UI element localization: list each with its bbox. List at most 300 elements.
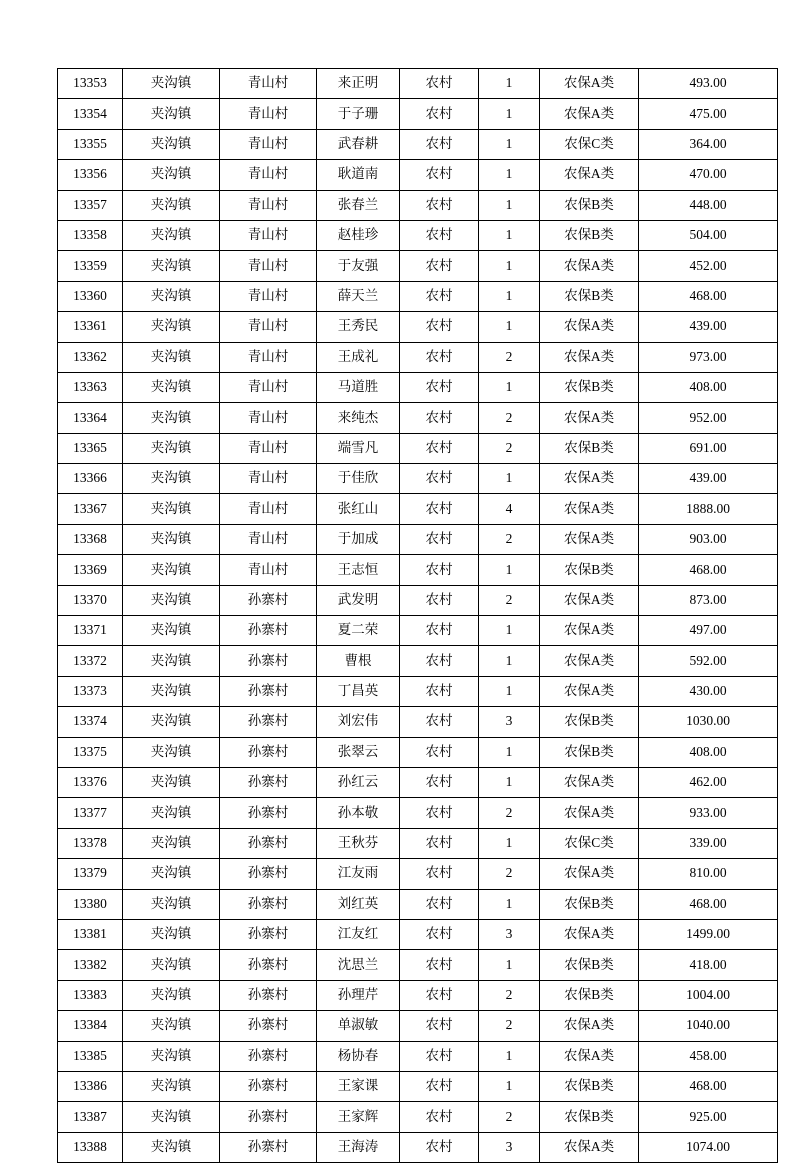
cell-amount: 1030.00 — [639, 707, 778, 737]
cell-amount: 462.00 — [639, 767, 778, 797]
cell-name: 丁昌英 — [317, 676, 400, 706]
cell-id: 13353 — [58, 69, 123, 99]
cell-id: 13357 — [58, 190, 123, 220]
cell-household-type: 农村 — [400, 950, 479, 980]
cell-person-count: 1 — [479, 767, 540, 797]
cell-village: 青山村 — [220, 403, 317, 433]
table-row — [58, 99, 778, 129]
cell-village: 孙寨村 — [220, 616, 317, 646]
cell-id: 13363 — [58, 372, 123, 402]
table-row — [58, 859, 778, 889]
cell-name: 孙红云 — [317, 767, 400, 797]
cell-amount: 475.00 — [639, 99, 778, 129]
cell-household-type: 农村 — [400, 524, 479, 554]
cell-insurance-class: 农保A类 — [540, 1011, 639, 1041]
cell-amount: 1040.00 — [639, 1011, 778, 1041]
cell-village: 青山村 — [220, 342, 317, 372]
cell-person-count: 2 — [479, 524, 540, 554]
table-row — [58, 1071, 778, 1101]
cell-person-count: 2 — [479, 859, 540, 889]
cell-village: 青山村 — [220, 190, 317, 220]
cell-town: 夹沟镇 — [123, 1132, 220, 1162]
cell-id: 13367 — [58, 494, 123, 524]
cell-amount: 925.00 — [639, 1102, 778, 1132]
cell-town: 夹沟镇 — [123, 889, 220, 919]
cell-name: 于子珊 — [317, 99, 400, 129]
cell-amount: 1004.00 — [639, 980, 778, 1010]
cell-household-type: 农村 — [400, 1011, 479, 1041]
cell-town: 夹沟镇 — [123, 950, 220, 980]
cell-person-count: 1 — [479, 160, 540, 190]
cell-name: 薛天兰 — [317, 281, 400, 311]
cell-village: 青山村 — [220, 372, 317, 402]
cell-amount: 504.00 — [639, 220, 778, 250]
table-row — [58, 494, 778, 524]
table-row — [58, 251, 778, 281]
cell-insurance-class: 农保A类 — [540, 160, 639, 190]
table-row — [58, 646, 778, 676]
cell-id: 13382 — [58, 950, 123, 980]
table-row — [58, 1102, 778, 1132]
cell-insurance-class: 农保B类 — [540, 220, 639, 250]
cell-person-count: 3 — [479, 707, 540, 737]
table-row — [58, 767, 778, 797]
cell-village: 孙寨村 — [220, 1011, 317, 1041]
cell-person-count: 2 — [479, 342, 540, 372]
cell-town: 夹沟镇 — [123, 555, 220, 585]
cell-insurance-class: 农保B类 — [540, 372, 639, 402]
cell-village: 青山村 — [220, 251, 317, 281]
cell-id: 13354 — [58, 99, 123, 129]
cell-person-count: 2 — [479, 585, 540, 615]
cell-amount: 439.00 — [639, 312, 778, 342]
cell-town: 夹沟镇 — [123, 464, 220, 494]
cell-household-type: 农村 — [400, 464, 479, 494]
cell-household-type: 农村 — [400, 342, 479, 372]
cell-insurance-class: 农保A类 — [540, 919, 639, 949]
cell-name: 孙本敬 — [317, 798, 400, 828]
cell-town: 夹沟镇 — [123, 342, 220, 372]
cell-household-type: 农村 — [400, 859, 479, 889]
cell-person-count: 1 — [479, 281, 540, 311]
cell-amount: 470.00 — [639, 160, 778, 190]
cell-insurance-class: 农保A类 — [540, 1041, 639, 1071]
cell-household-type: 农村 — [400, 798, 479, 828]
cell-id: 13379 — [58, 859, 123, 889]
cell-name: 来正明 — [317, 69, 400, 99]
table-row — [58, 312, 778, 342]
cell-id: 13355 — [58, 129, 123, 159]
table-row — [58, 129, 778, 159]
cell-id: 13377 — [58, 798, 123, 828]
cell-town: 夹沟镇 — [123, 676, 220, 706]
cell-insurance-class: 农保A类 — [540, 798, 639, 828]
cell-amount: 458.00 — [639, 1041, 778, 1071]
table-row — [58, 828, 778, 858]
cell-name: 王志恒 — [317, 555, 400, 585]
cell-village: 孙寨村 — [220, 980, 317, 1010]
cell-village: 青山村 — [220, 69, 317, 99]
cell-name: 王家课 — [317, 1071, 400, 1101]
cell-amount: 810.00 — [639, 859, 778, 889]
cell-town: 夹沟镇 — [123, 220, 220, 250]
cell-name: 刘红英 — [317, 889, 400, 919]
cell-village: 青山村 — [220, 555, 317, 585]
cell-village: 孙寨村 — [220, 1102, 317, 1132]
table-row — [58, 433, 778, 463]
cell-id: 13356 — [58, 160, 123, 190]
cell-insurance-class: 农保A类 — [540, 342, 639, 372]
cell-amount: 448.00 — [639, 190, 778, 220]
cell-person-count: 2 — [479, 403, 540, 433]
cell-name: 江友红 — [317, 919, 400, 949]
table-row — [58, 676, 778, 706]
cell-id: 13384 — [58, 1011, 123, 1041]
cell-village: 孙寨村 — [220, 737, 317, 767]
cell-person-count: 1 — [479, 555, 540, 585]
cell-id: 13369 — [58, 555, 123, 585]
cell-person-count: 1 — [479, 1071, 540, 1101]
cell-town: 夹沟镇 — [123, 403, 220, 433]
cell-person-count: 2 — [479, 1011, 540, 1041]
cell-insurance-class: 农保A类 — [540, 585, 639, 615]
cell-insurance-class: 农保A类 — [540, 676, 639, 706]
cell-person-count: 1 — [479, 616, 540, 646]
cell-village: 孙寨村 — [220, 859, 317, 889]
cell-household-type: 农村 — [400, 403, 479, 433]
cell-village: 孙寨村 — [220, 646, 317, 676]
cell-town: 夹沟镇 — [123, 646, 220, 676]
cell-amount: 933.00 — [639, 798, 778, 828]
cell-insurance-class: 农保A类 — [540, 616, 639, 646]
cell-town: 夹沟镇 — [123, 372, 220, 402]
cell-household-type: 农村 — [400, 737, 479, 767]
cell-insurance-class: 农保A类 — [540, 646, 639, 676]
cell-person-count: 1 — [479, 99, 540, 129]
cell-town: 夹沟镇 — [123, 251, 220, 281]
cell-person-count: 2 — [479, 980, 540, 1010]
cell-id: 13386 — [58, 1071, 123, 1101]
table-body — [58, 69, 778, 1163]
cell-person-count: 1 — [479, 372, 540, 402]
cell-name: 杨协春 — [317, 1041, 400, 1071]
cell-name: 于加成 — [317, 524, 400, 554]
cell-amount: 1074.00 — [639, 1132, 778, 1162]
cell-household-type: 农村 — [400, 1041, 479, 1071]
cell-name: 来纯杰 — [317, 403, 400, 433]
cell-id: 13381 — [58, 919, 123, 949]
cell-town: 夹沟镇 — [123, 859, 220, 889]
cell-person-count: 1 — [479, 950, 540, 980]
cell-household-type: 农村 — [400, 676, 479, 706]
cell-insurance-class: 农保C类 — [540, 129, 639, 159]
cell-name: 武春耕 — [317, 129, 400, 159]
cell-id: 13370 — [58, 585, 123, 615]
table-row — [58, 1132, 778, 1162]
cell-name: 武发明 — [317, 585, 400, 615]
cell-town: 夹沟镇 — [123, 69, 220, 99]
cell-insurance-class: 农保A类 — [540, 524, 639, 554]
cell-village: 孙寨村 — [220, 707, 317, 737]
cell-insurance-class: 农保B类 — [540, 1071, 639, 1101]
subsidy-table — [57, 68, 778, 1163]
cell-household-type: 农村 — [400, 433, 479, 463]
table-row — [58, 464, 778, 494]
cell-insurance-class: 农保A类 — [540, 767, 639, 797]
cell-town: 夹沟镇 — [123, 190, 220, 220]
table-row — [58, 403, 778, 433]
cell-person-count: 1 — [479, 676, 540, 706]
cell-insurance-class: 农保B类 — [540, 190, 639, 220]
cell-id: 13385 — [58, 1041, 123, 1071]
cell-person-count: 1 — [479, 1041, 540, 1071]
cell-town: 夹沟镇 — [123, 494, 220, 524]
cell-town: 夹沟镇 — [123, 616, 220, 646]
cell-amount: 468.00 — [639, 889, 778, 919]
cell-id: 13371 — [58, 616, 123, 646]
cell-household-type: 农村 — [400, 251, 479, 281]
table-row — [58, 372, 778, 402]
cell-town: 夹沟镇 — [123, 312, 220, 342]
cell-amount: 339.00 — [639, 828, 778, 858]
cell-town: 夹沟镇 — [123, 1102, 220, 1132]
cell-insurance-class: 农保B类 — [540, 433, 639, 463]
cell-insurance-class: 农保B类 — [540, 281, 639, 311]
cell-person-count: 3 — [479, 1132, 540, 1162]
cell-amount: 364.00 — [639, 129, 778, 159]
cell-person-count: 2 — [479, 1102, 540, 1132]
cell-insurance-class: 农保B类 — [540, 1102, 639, 1132]
cell-name: 耿道南 — [317, 160, 400, 190]
cell-town: 夹沟镇 — [123, 129, 220, 159]
cell-person-count: 3 — [479, 919, 540, 949]
cell-name: 王秀民 — [317, 312, 400, 342]
table-row — [58, 616, 778, 646]
cell-household-type: 农村 — [400, 69, 479, 99]
cell-id: 13376 — [58, 767, 123, 797]
cell-name: 王海涛 — [317, 1132, 400, 1162]
cell-insurance-class: 农保A类 — [540, 69, 639, 99]
table-row — [58, 524, 778, 554]
cell-name: 于佳欣 — [317, 464, 400, 494]
cell-amount: 592.00 — [639, 646, 778, 676]
cell-household-type: 农村 — [400, 767, 479, 797]
cell-town: 夹沟镇 — [123, 767, 220, 797]
cell-insurance-class: 农保B类 — [540, 707, 639, 737]
cell-id: 13362 — [58, 342, 123, 372]
cell-amount: 903.00 — [639, 524, 778, 554]
cell-household-type: 农村 — [400, 1071, 479, 1101]
table-row — [58, 919, 778, 949]
cell-town: 夹沟镇 — [123, 1071, 220, 1101]
cell-name: 马道胜 — [317, 372, 400, 402]
cell-household-type: 农村 — [400, 555, 479, 585]
cell-insurance-class: 农保A类 — [540, 403, 639, 433]
cell-town: 夹沟镇 — [123, 1011, 220, 1041]
cell-person-count: 1 — [479, 646, 540, 676]
cell-household-type: 农村 — [400, 281, 479, 311]
cell-id: 13359 — [58, 251, 123, 281]
cell-person-count: 1 — [479, 220, 540, 250]
cell-name: 夏二荣 — [317, 616, 400, 646]
cell-name: 单淑敏 — [317, 1011, 400, 1041]
cell-name: 张翠云 — [317, 737, 400, 767]
cell-village: 孙寨村 — [220, 1071, 317, 1101]
cell-village: 青山村 — [220, 312, 317, 342]
cell-id: 13383 — [58, 980, 123, 1010]
cell-id: 13373 — [58, 676, 123, 706]
table-row — [58, 889, 778, 919]
cell-town: 夹沟镇 — [123, 737, 220, 767]
cell-amount: 497.00 — [639, 616, 778, 646]
cell-household-type: 农村 — [400, 585, 479, 615]
cell-id: 13388 — [58, 1132, 123, 1162]
cell-household-type: 农村 — [400, 828, 479, 858]
cell-name: 于友强 — [317, 251, 400, 281]
table-row — [58, 950, 778, 980]
cell-town: 夹沟镇 — [123, 281, 220, 311]
cell-amount: 452.00 — [639, 251, 778, 281]
cell-town: 夹沟镇 — [123, 433, 220, 463]
cell-person-count: 1 — [479, 737, 540, 767]
cell-household-type: 农村 — [400, 1102, 479, 1132]
cell-village: 青山村 — [220, 160, 317, 190]
cell-person-count: 1 — [479, 828, 540, 858]
cell-id: 13365 — [58, 433, 123, 463]
cell-village: 青山村 — [220, 99, 317, 129]
cell-name: 张红山 — [317, 494, 400, 524]
cell-amount: 873.00 — [639, 585, 778, 615]
cell-household-type: 农村 — [400, 312, 479, 342]
cell-amount: 408.00 — [639, 737, 778, 767]
cell-amount: 973.00 — [639, 342, 778, 372]
cell-village: 孙寨村 — [220, 828, 317, 858]
cell-insurance-class: 农保A类 — [540, 494, 639, 524]
cell-amount: 1499.00 — [639, 919, 778, 949]
cell-name: 江友雨 — [317, 859, 400, 889]
cell-household-type: 农村 — [400, 889, 479, 919]
cell-village: 青山村 — [220, 129, 317, 159]
table-row — [58, 69, 778, 99]
cell-id: 13358 — [58, 220, 123, 250]
cell-village: 孙寨村 — [220, 798, 317, 828]
cell-amount: 952.00 — [639, 403, 778, 433]
cell-village: 孙寨村 — [220, 676, 317, 706]
cell-id: 13372 — [58, 646, 123, 676]
table-row — [58, 1011, 778, 1041]
table-row — [58, 190, 778, 220]
table-row — [58, 707, 778, 737]
cell-household-type: 农村 — [400, 494, 479, 524]
cell-village: 青山村 — [220, 524, 317, 554]
cell-name: 张春兰 — [317, 190, 400, 220]
cell-name: 孙理芹 — [317, 980, 400, 1010]
cell-insurance-class: 农保A类 — [540, 1132, 639, 1162]
cell-village: 孙寨村 — [220, 1132, 317, 1162]
cell-amount: 1888.00 — [639, 494, 778, 524]
cell-insurance-class: 农保B类 — [540, 555, 639, 585]
cell-amount: 439.00 — [639, 464, 778, 494]
cell-id: 13361 — [58, 312, 123, 342]
table-row — [58, 585, 778, 615]
cell-town: 夹沟镇 — [123, 919, 220, 949]
cell-town: 夹沟镇 — [123, 99, 220, 129]
cell-household-type: 农村 — [400, 190, 479, 220]
cell-household-type: 农村 — [400, 220, 479, 250]
cell-village: 孙寨村 — [220, 919, 317, 949]
cell-name: 赵桂珍 — [317, 220, 400, 250]
table-row — [58, 281, 778, 311]
cell-village: 青山村 — [220, 494, 317, 524]
cell-amount: 691.00 — [639, 433, 778, 463]
cell-person-count: 1 — [479, 889, 540, 919]
cell-town: 夹沟镇 — [123, 160, 220, 190]
cell-household-type: 农村 — [400, 372, 479, 402]
cell-village: 孙寨村 — [220, 585, 317, 615]
cell-id: 13374 — [58, 707, 123, 737]
cell-amount: 408.00 — [639, 372, 778, 402]
cell-id: 13366 — [58, 464, 123, 494]
cell-village: 孙寨村 — [220, 889, 317, 919]
cell-town: 夹沟镇 — [123, 980, 220, 1010]
cell-village: 青山村 — [220, 464, 317, 494]
cell-id: 13378 — [58, 828, 123, 858]
cell-person-count: 1 — [479, 251, 540, 281]
table-row — [58, 220, 778, 250]
cell-person-count: 1 — [479, 464, 540, 494]
cell-name: 沈思兰 — [317, 950, 400, 980]
cell-amount: 468.00 — [639, 281, 778, 311]
cell-town: 夹沟镇 — [123, 524, 220, 554]
cell-person-count: 1 — [479, 190, 540, 220]
cell-town: 夹沟镇 — [123, 585, 220, 615]
cell-name: 王家辉 — [317, 1102, 400, 1132]
cell-amount: 468.00 — [639, 1071, 778, 1101]
cell-insurance-class: 农保B类 — [540, 950, 639, 980]
cell-insurance-class: 农保B类 — [540, 980, 639, 1010]
table-row — [58, 555, 778, 585]
cell-household-type: 农村 — [400, 1132, 479, 1162]
cell-person-count: 1 — [479, 129, 540, 159]
cell-household-type: 农村 — [400, 707, 479, 737]
cell-person-count: 2 — [479, 798, 540, 828]
cell-insurance-class: 农保A类 — [540, 251, 639, 281]
cell-village: 孙寨村 — [220, 767, 317, 797]
cell-village: 青山村 — [220, 220, 317, 250]
table-row — [58, 1041, 778, 1071]
cell-insurance-class: 农保A类 — [540, 464, 639, 494]
cell-household-type: 农村 — [400, 99, 479, 129]
cell-village: 青山村 — [220, 433, 317, 463]
cell-insurance-class: 农保C类 — [540, 828, 639, 858]
cell-household-type: 农村 — [400, 616, 479, 646]
table-row — [58, 342, 778, 372]
cell-id: 13387 — [58, 1102, 123, 1132]
cell-town: 夹沟镇 — [123, 1041, 220, 1071]
cell-town: 夹沟镇 — [123, 798, 220, 828]
cell-household-type: 农村 — [400, 919, 479, 949]
cell-household-type: 农村 — [400, 129, 479, 159]
cell-id: 13360 — [58, 281, 123, 311]
cell-insurance-class: 农保B类 — [540, 889, 639, 919]
table-row — [58, 798, 778, 828]
cell-name: 端雪凡 — [317, 433, 400, 463]
cell-id: 13380 — [58, 889, 123, 919]
cell-village: 孙寨村 — [220, 1041, 317, 1071]
cell-amount: 493.00 — [639, 69, 778, 99]
cell-insurance-class: 农保B类 — [540, 737, 639, 767]
cell-village: 孙寨村 — [220, 950, 317, 980]
